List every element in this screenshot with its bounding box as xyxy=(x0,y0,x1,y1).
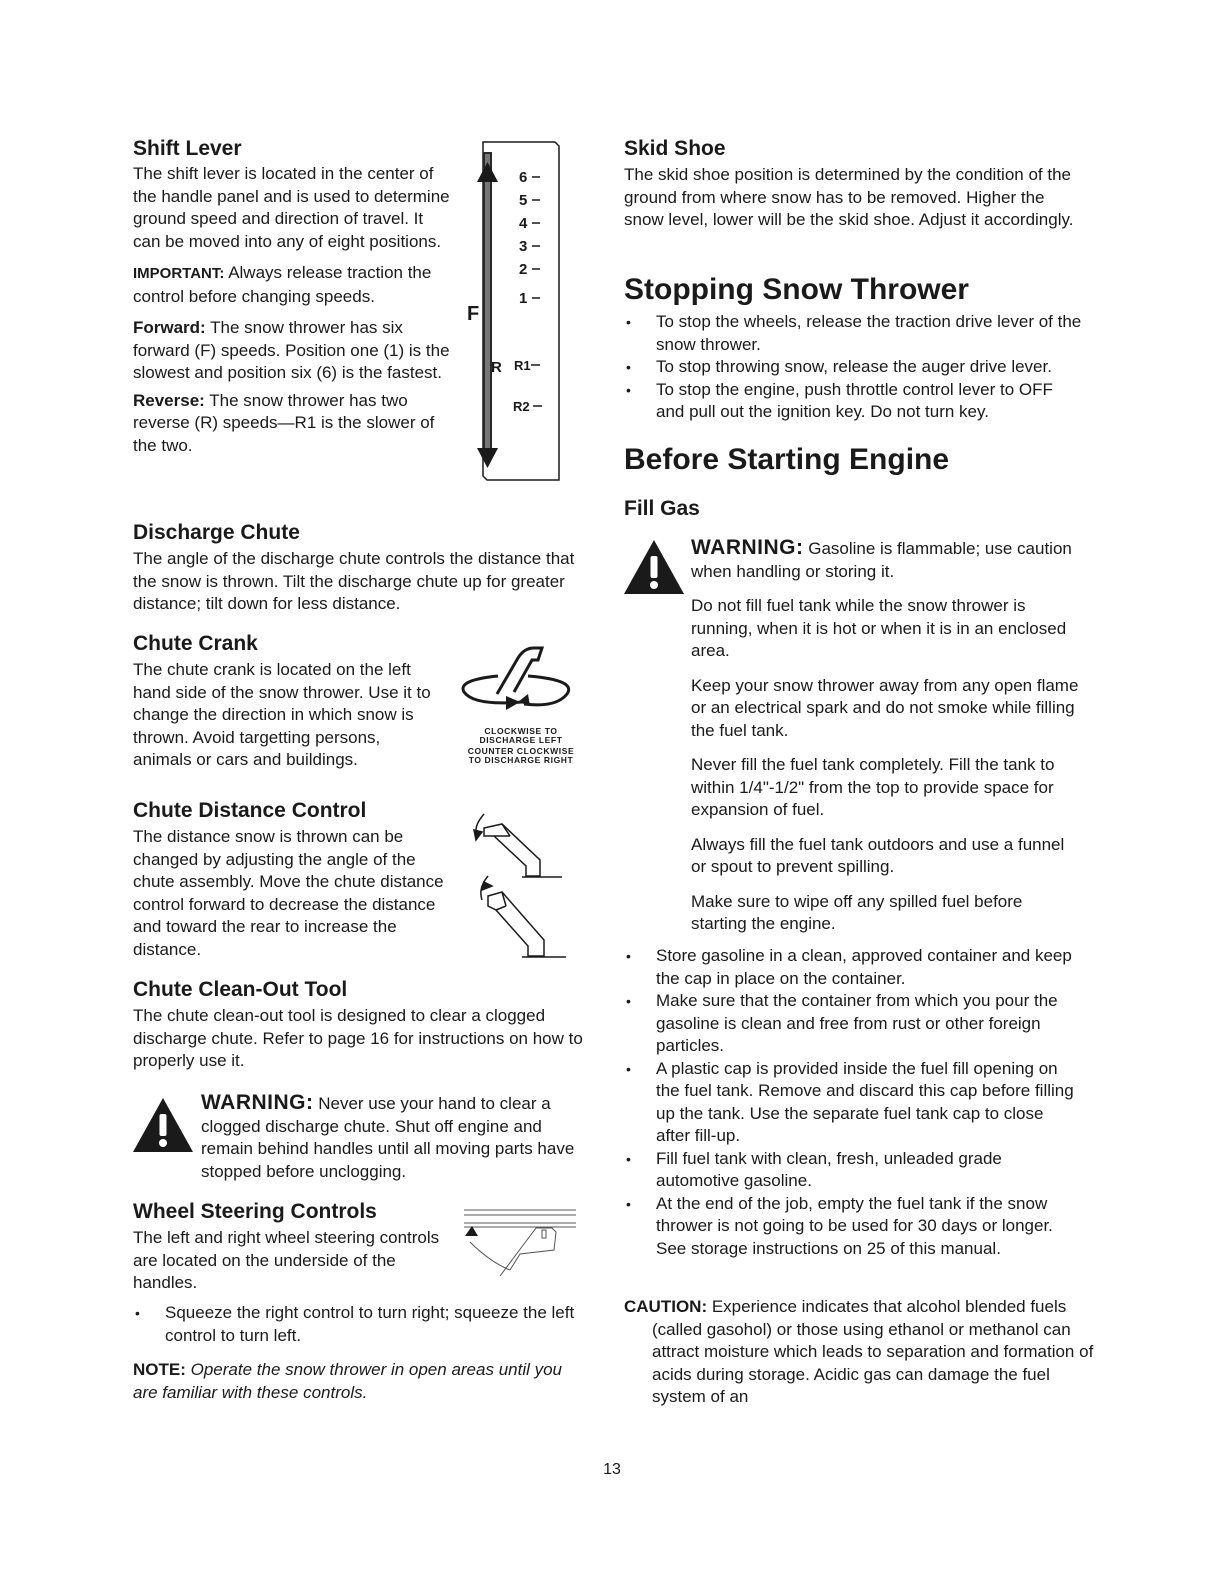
lever-track-shade xyxy=(485,154,490,456)
list-item: • Squeeze the right control to turn right; squeeze the left control to turn left. xyxy=(133,1302,588,1347)
gear-label-3: 3 xyxy=(519,238,528,255)
warning-label: WARNING: xyxy=(691,536,804,559)
gear-label-6: 6 xyxy=(519,169,528,186)
warning-text: Never use your hand to clear a clogged discharge chute. Shut off engine and remain behind handles until all moving parts have stopped before unclogging. xyxy=(201,1094,575,1181)
forward-text: The snow thrower has six forward (F) speeds. Position one (1) is the slowest and position six (6) is the fastest. xyxy=(133,318,450,382)
skid-shoe-heading: Skid Shoe xyxy=(624,137,726,160)
forward-letter: F xyxy=(467,303,480,325)
fill-gas-heading: Fill Gas xyxy=(624,497,700,520)
discharge-chute-heading: Discharge Chute xyxy=(133,521,300,544)
reverse-note xyxy=(133,390,445,458)
shift-lever-paragraph: The shift lever is located in the center of the handle panel and is used to determine ground speed and direction of travel. It can be moved into any of eight positions. xyxy=(133,164,450,251)
gear-label-r2: R2 xyxy=(513,399,530,414)
clockwise-arrow-icon xyxy=(463,676,522,703)
wheel-steering-illustration xyxy=(460,1206,580,1286)
shift-lever-heading: Shift Lever xyxy=(133,137,242,160)
fill-gas-paragraph: Never fill the fuel tank completely. Fill the tank to within 1/4"-1/2" from the top to provide space for expansion of fuel. xyxy=(691,755,1055,819)
clean-out-warning xyxy=(201,1092,586,1183)
stopping-bullets xyxy=(624,311,1084,424)
skid-shoe-paragraph: The skid shoe position is determined by the condition of the ground from where snow has to be removed. Higher the snow level, lower will be the skid shoe. Adjust it accordingly. xyxy=(624,165,1074,229)
clean-out-paragraph: The chute clean-out tool is designed to clear a clogged discharge chute. Refer to page 16 for instructions on how to properly use it. xyxy=(133,1006,583,1070)
list-item: • Store gasoline in a clean, approved container and keep the cap in place on the container. xyxy=(624,945,1079,990)
list-item: • To stop the engine, push throttle control lever to OFF and pull out the ignition key. Do not turn key. xyxy=(624,379,1084,424)
chute-crank-paragraph: The chute crank is located on the left hand side of the snow thrower. Use it to change the direction in which snow is thrown. Avoid targetting persons, animals or cars and buildings. xyxy=(133,660,431,769)
discharge-chute-paragraph: The angle of the discharge chute controls the distance that the snow is thrown. Tilt the discharge chute up for greater distance; tilt down for less distance. xyxy=(133,549,575,613)
warning-triangle-icon xyxy=(131,1096,195,1154)
wheel-steering-heading: Wheel Steering Controls xyxy=(133,1200,377,1223)
down-arrow-icon xyxy=(477,448,498,468)
caution-label: CAUTION: xyxy=(624,1297,708,1316)
caution-text: Experience indicates that alcohol blended fuels (called gasohol) or those using ethanol or methanol can attract moisture which leads to separation and formation of acids during storage. Acidic gas can damage the fuel system of an xyxy=(652,1297,1094,1406)
gear-ticks xyxy=(531,177,542,406)
wheel-steering-bullets xyxy=(133,1302,588,1347)
important-text: Always release traction the control before changing speeds. xyxy=(133,263,432,306)
list-item: • Fill fuel tank with clean, fresh, unleaded grade automotive gasoline. xyxy=(624,1148,1079,1193)
fill-gas-paragraph: Make sure to wipe off any spilled fuel before starting the engine. xyxy=(691,891,1023,933)
chute-crank-section xyxy=(133,632,443,772)
chute-distance-illustration xyxy=(462,810,577,965)
caption-line-3: COUNTER CLOCKWISE xyxy=(467,746,575,756)
shift-lever-section xyxy=(133,137,453,457)
chute-upper xyxy=(484,824,540,876)
gear-label-2: 2 xyxy=(519,261,528,278)
warning-text: Gasoline is flammable; use caution when handling or storing it. xyxy=(691,539,1072,581)
note-label: NOTE: xyxy=(133,1360,186,1379)
warning-triangle-icon xyxy=(622,538,686,596)
caution-note xyxy=(624,1296,1104,1409)
skid-shoe-section xyxy=(624,137,1084,232)
note-text: Operate the snow thrower in open areas until you are familiar with these controls. xyxy=(133,1360,563,1402)
caption-line-1: CLOCKWISE TO xyxy=(484,726,558,736)
clean-out-section xyxy=(133,978,588,1073)
chute-distance-paragraph: The distance snow is thrown can be changed by adjusting the angle of the chute assembly. Move the chute distance control forward to decrease the distance and toward the rear to increase the distance. xyxy=(133,827,444,959)
reverse-text: The snow thrower has two reverse (R) speeds—R1 is the slower of the two. xyxy=(133,390,435,455)
forward-note xyxy=(133,317,453,385)
shift-lever-diagram xyxy=(465,140,565,485)
caption-line-4: TO DISCHARGE RIGHT xyxy=(468,755,574,765)
gear-label-4: 4 xyxy=(519,215,528,232)
wheel-steering-paragraph: The left and right wheel steering controls are located on the underside of the handles. xyxy=(133,1228,440,1292)
important-label: IMPORTANT: xyxy=(133,265,225,282)
stopping-heading: Stopping Snow Thrower xyxy=(624,273,969,306)
gear-label-5: 5 xyxy=(519,192,528,209)
chute-lower xyxy=(488,892,544,956)
important-note xyxy=(133,262,453,308)
discharge-chute-section xyxy=(133,521,583,616)
list-item: • Make sure that the container from which you pour the gasoline is clean and free from rust or other foreign particles. xyxy=(624,990,1079,1058)
fill-gas-paragraph: Do not fill fuel tank while the snow thrower is running, when it is hot or when it is in an enclosed area. xyxy=(691,596,1067,660)
fuel-bullets xyxy=(624,945,1079,1260)
fill-gas-paragraph: Keep your snow thrower away from any open flame or an electrical spark and do not smoke while filling the fuel tank. xyxy=(691,675,1079,740)
fill-gas-paragraph: Always fill the fuel tank outdoors and use a funnel or spout to prevent spilling. xyxy=(691,834,1065,876)
list-item: • To stop throwing snow, release the auger drive lever. xyxy=(624,356,1084,379)
crank-handle xyxy=(497,648,542,694)
reverse-label: Reverse: xyxy=(133,390,205,410)
fill-gas-paragraphs xyxy=(691,595,1081,936)
counter-clockwise-arrow-icon xyxy=(524,676,569,705)
page-number: 13 xyxy=(603,1461,621,1478)
steering-note xyxy=(133,1359,588,1404)
chute-crank-heading: Chute Crank xyxy=(133,632,258,655)
crank-direction-caption xyxy=(452,727,590,765)
gear-label-r1: R1 xyxy=(514,358,531,373)
forward-label: Forward: xyxy=(133,318,206,337)
list-item: • To stop the wheels, release the traction drive lever of the snow thrower. xyxy=(624,311,1084,356)
gear-label-1: 1 xyxy=(519,290,528,307)
chute-distance-heading: Chute Distance Control xyxy=(133,799,367,822)
warning-label: WARNING: xyxy=(201,1091,314,1114)
clean-out-heading: Chute Clean-Out Tool xyxy=(133,978,348,1001)
fill-gas-warning xyxy=(691,537,1076,583)
caption-line-2: DISCHARGE LEFT xyxy=(479,735,563,745)
up-arrow-icon xyxy=(477,162,498,182)
list-item: • At the end of the job, empty the fuel tank if the snow thrower is not going to be used for 30 days or longer. See storage instructions on 25 of this manual. xyxy=(624,1193,1079,1261)
wheel-steering-section xyxy=(133,1200,453,1295)
chute-crank-illustration xyxy=(452,640,582,724)
list-item: • A plastic cap is provided inside the fuel fill opening on the fuel tank. Remove and discard this cap before filling up the tank. Use the separate fuel tank cap to close after fill-up. xyxy=(624,1058,1079,1148)
chute-distance-section xyxy=(133,799,453,961)
before-starting-heading: Before Starting Engine xyxy=(624,443,950,476)
reverse-letter: R xyxy=(491,359,502,376)
